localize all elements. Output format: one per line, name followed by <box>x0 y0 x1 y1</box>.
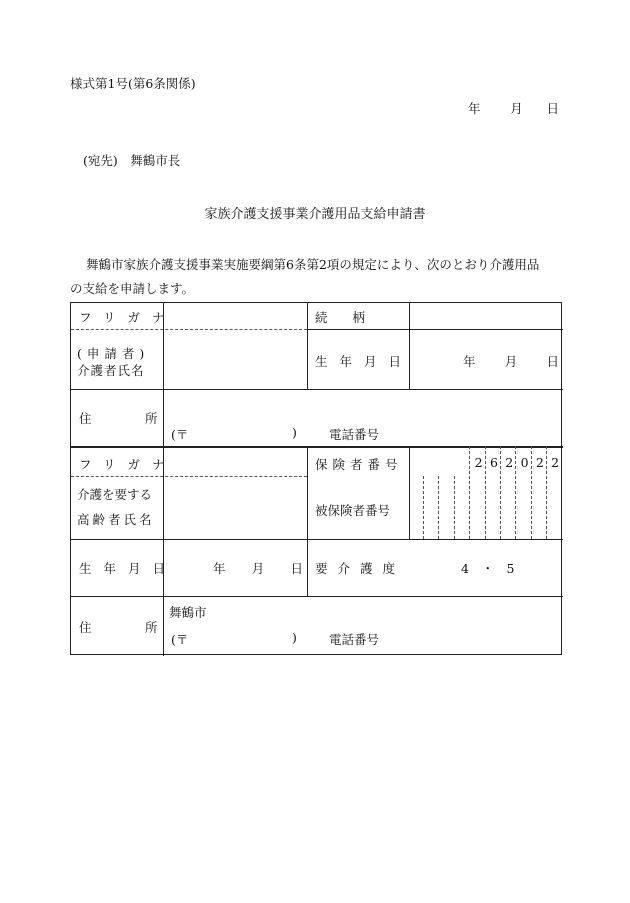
row-divider <box>71 476 307 477</box>
recipient-name-label-bottom: 高齢者氏名 <box>77 512 155 527</box>
column-divider <box>307 303 308 389</box>
applicant-address-field[interactable] <box>167 391 559 415</box>
recipient-furigana-label <box>79 455 176 473</box>
row-divider <box>71 389 563 390</box>
recipient-city-prefix: 舞鶴市 <box>169 605 207 620</box>
row-divider <box>307 329 563 330</box>
applicant-postal-close: ) <box>292 425 297 440</box>
insured-number-field[interactable] <box>411 479 561 537</box>
care-level-label: 要介護度 <box>315 561 406 576</box>
applicant-name-label-top: (申請者) <box>77 346 150 361</box>
recipient-address-field[interactable] <box>219 600 559 624</box>
recipient-birth-day: 日 <box>290 561 303 576</box>
column-divider <box>409 303 410 389</box>
insurer-digit: 6 <box>489 455 498 470</box>
insurer-number-digits <box>471 455 563 470</box>
recipient-furigana-text: フリガナ <box>79 457 177 472</box>
date-month-label: 月 <box>510 101 523 116</box>
column-divider <box>163 303 164 656</box>
insurer-digit: 2 <box>474 455 483 470</box>
recipient-phone-label: 電話番号 <box>329 632 380 647</box>
recipient-furigana-field[interactable] <box>167 450 305 474</box>
applicant-birth-month: 月 <box>504 354 518 369</box>
relation-label: 続 柄 <box>315 310 366 325</box>
insurer-digit: 2 <box>505 455 514 470</box>
applicant-birth-label: 生年月日 <box>315 354 414 369</box>
applicant-birth-year: 年 <box>463 354 476 369</box>
recipient-postal-close: ) <box>292 630 297 645</box>
application-form-table <box>70 302 562 655</box>
recipient-name-field[interactable] <box>167 479 305 537</box>
row-divider <box>71 329 307 330</box>
recipient-birth-label: 生年月日 <box>79 561 178 576</box>
applicant-address-label-left: 住 <box>79 411 92 426</box>
column-divider <box>307 446 308 596</box>
form-number-label: 様式第1号(第6条関係) <box>70 76 196 91</box>
applicant-postal-open: (〒 <box>171 427 189 442</box>
recipient-address-label-right: 所 <box>145 620 158 635</box>
applicant-address-label-right: 所 <box>145 411 158 426</box>
insured-number-label: 被保険者番号 <box>315 503 391 518</box>
applicant-name-label-bottom: 介護者氏名 <box>77 363 145 378</box>
insurer-digit: 2 <box>535 455 544 470</box>
applicant-birth-date[interactable] <box>463 352 559 370</box>
care-level-options[interactable]: 4 ・ 5 <box>461 561 515 576</box>
recipient-birth-month: 月 <box>251 561 265 576</box>
insurer-digit: 0 <box>520 455 529 470</box>
application-date <box>464 99 559 117</box>
applicant-name-field[interactable] <box>167 333 305 387</box>
applicant-furigana-label <box>79 308 177 326</box>
recipient-address-label-left: 住 <box>79 620 92 635</box>
column-divider <box>409 446 410 539</box>
date-year-label: 年 <box>468 101 481 116</box>
applicant-birth-day: 日 <box>546 354 559 369</box>
applicant-furigana-text: フリガナ <box>79 310 177 325</box>
applicant-phone-label: 電話番号 <box>329 427 380 442</box>
recipient-postal-open: (〒 <box>171 632 189 647</box>
insurer-digit: 2 <box>551 455 560 470</box>
insurer-number-label: 保険者番号 <box>315 457 403 472</box>
document-title: 家族介護支援事業介護用品支給申請書 <box>204 207 426 222</box>
recipient-birth-year: 年 <box>213 561 226 576</box>
relation-field[interactable] <box>411 306 561 328</box>
body-text-line-1: 舞鶴市家族介護支援事業実施要綱第6条第2項の規定により、次のとおり介護用品 <box>86 257 540 272</box>
date-day-label: 日 <box>546 101 559 116</box>
recipient-birth-date[interactable] <box>213 559 303 577</box>
row-divider <box>71 596 563 597</box>
addressee-line: (宛先) 舞鶴市長 <box>83 153 181 168</box>
body-text-line-2: の支給を申請します。 <box>70 281 195 296</box>
section-divider <box>71 446 563 448</box>
recipient-name-label-top: 介護を要する <box>77 487 153 502</box>
row-divider <box>71 539 563 540</box>
